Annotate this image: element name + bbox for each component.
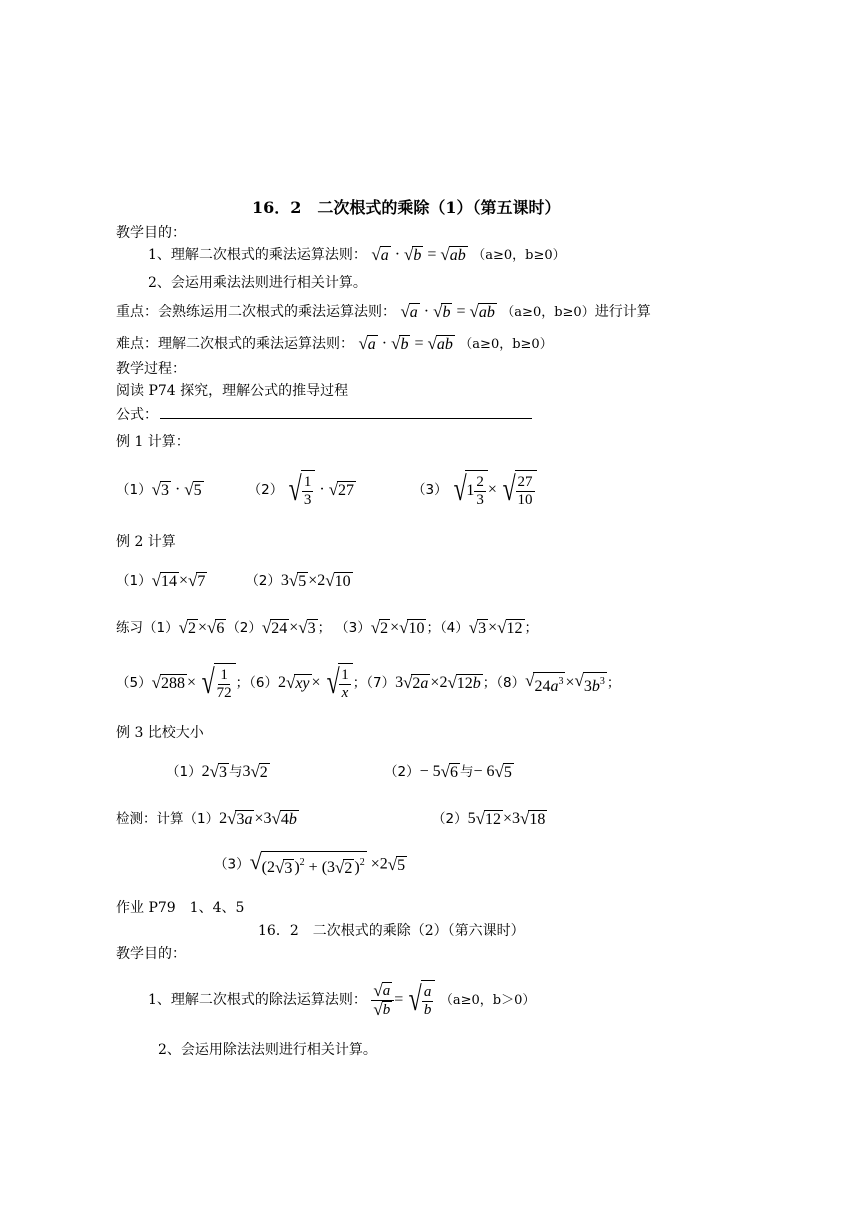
lesson2-objective-1: 1、理解二次根式的除法运算法则： √ a √ b = √ $\frac{a}{b}$ （a≥0，b＞0） (148, 980, 536, 1019)
process-label: 教学过程： (116, 361, 186, 377)
reading-task: 阅读 P74 探究，理解公式的推导过程 (116, 383, 349, 399)
example-1-problems: （1） √ 3 · √ 5 （2） √ $\frac{1}{3}$ · √ 27 （3） √ 1 $\frac{2}{3}$ × √ $\frac{27}{10}$ (116, 468, 537, 512)
homework: 作业 P79 1、4、5 (116, 900, 245, 916)
test-problem-3: （3） √ (2 √ 3 )$^2$ + (3 √ 2 )$^2$ ×2 √ 5 (214, 849, 406, 878)
example-3-problem-1: （1）2 √ 3 与3 √ 2 (166, 762, 268, 782)
lesson2-objectives-label: 教学目的： (116, 946, 186, 962)
multiplication-rule: √ a · √ b = √ ab (400, 302, 495, 322)
example-2-label: 例 2 计算 (116, 534, 176, 550)
example-1-label: 例 1 计算： (116, 434, 190, 450)
test-problem-1: 检测：计算（1）2 √ 3a ×3 √ 4b (116, 809, 297, 829)
multiplication-rule: √ a · √ b = √ ab (358, 334, 453, 354)
lesson1-title: 16．2 二次根式的乘除（1）（第五课时） (252, 198, 561, 217)
practice-row-2: （5） √ 288 × √ $\frac{1}{72}$ ；（6）2 √ xy × √ $\frac{1}{x}$ ；（7）3 √ 2a ×2 √ 12b ；（8） √ $24a^3$ × √ $3b^3$ ； (116, 664, 621, 702)
lesson2-title: 16．2 二次根式的乘除（2）（第六课时） (258, 923, 525, 939)
example-3-label: 例 3 比校大小 (116, 725, 204, 741)
example-2-problems: （1） √ 14 × √ 7 （2）3 √ 5 ×2 √ 10 (116, 571, 351, 591)
practice-row-1: 练习（1） √ 2 × √ 6 （2） √ 24 × √ 3 ； （3） √ 2 × √ 10 ；（4） √ 3 × √ 12 ； (116, 618, 538, 638)
objectives-label: 教学目的： (116, 225, 186, 241)
example-3-problem-2: （2）− 5 √ 6 与− 6 √ 5 (384, 762, 512, 782)
lesson2-objective-2: 2、会运用除法法则进行相关计算。 (158, 1042, 377, 1058)
division-rule: √ a √ b = √ $\frac{a}{b}$ (371, 991, 435, 1008)
formula-blank (160, 404, 532, 419)
test-problem-2: （2）5 √ 12 ×3 √ 18 (432, 809, 546, 829)
objective-2: 2、会运用乘法法则进行相关计算。 (148, 275, 367, 291)
formula-line: 公式： (116, 404, 532, 425)
multiplication-rule: √ a · √ b = √ ab (371, 245, 466, 265)
key-point: 重点：会熟练运用二次根式的乘法运算法则： √ a · √ b = √ ab （a≥0，b≥0）进行计算 (116, 302, 651, 322)
objective-1: 1、理解二次根式的乘法运算法则： √ a · √ b = √ ab （a≥0，b≥0） (148, 245, 566, 265)
difficulty: 难点：理解二次根式的乘法运算法则： √ a · √ b = √ ab （a≥0，b≥0） (116, 334, 553, 354)
